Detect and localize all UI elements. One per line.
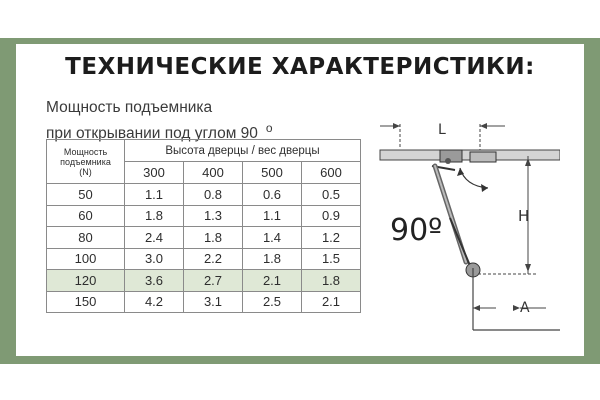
weight-cell: 0.6: [243, 184, 302, 206]
page-title: ТЕХНИЧЕСКИЕ ХАРАКТЕРИСТИКИ:: [65, 54, 535, 80]
power-cell: 100: [47, 248, 125, 270]
power-cell: 60: [47, 205, 125, 227]
pivot-point: [445, 158, 451, 164]
table-caption: [46, 98, 346, 144]
caption-line-1: Мощность подъемника: [46, 99, 213, 116]
table-row: [47, 291, 361, 313]
power-cell: 50: [47, 184, 125, 206]
weight-cell: 1.1: [125, 184, 184, 206]
weight-cell: 2.1: [302, 291, 361, 313]
lift-mechanism-diagram: [360, 108, 560, 338]
height-header: 300: [125, 162, 184, 184]
weight-cell: 1.8: [125, 205, 184, 227]
angle-label: 90º: [390, 213, 443, 248]
weight-cell: 0.9: [302, 205, 361, 227]
height-header: 500: [243, 162, 302, 184]
weight-cell: 3.0: [125, 248, 184, 270]
dimension-h-label: H: [518, 207, 530, 225]
weight-cell: 2.2: [184, 248, 243, 270]
table-row: [47, 227, 361, 249]
weight-cell: 1.1: [243, 205, 302, 227]
table-row: [47, 205, 361, 227]
door-height-weight-header: Высота дверцы / вес дверцы: [125, 140, 361, 162]
weight-cell: 2.7: [184, 270, 243, 292]
table-row: [47, 270, 361, 292]
hinge-bracket: [440, 150, 462, 162]
power-header: Мощность подъемника (N): [47, 140, 125, 184]
angle-arc: [460, 168, 488, 188]
weight-cell: 0.5: [302, 184, 361, 206]
height-header: 600: [302, 162, 361, 184]
weight-cell: 1.5: [302, 248, 361, 270]
weight-cell: 2.5: [243, 291, 302, 313]
dimension-a-label: A: [520, 300, 530, 316]
weight-cell: 1.8: [302, 270, 361, 292]
height-header: 400: [184, 162, 243, 184]
weight-cell: 1.3: [184, 205, 243, 227]
dimension-l-label: L: [438, 122, 446, 138]
mount-plate: [470, 152, 496, 162]
power-cell: 80: [47, 227, 125, 249]
weight-cell: 4.2: [125, 291, 184, 313]
weight-cell: 1.2: [302, 227, 361, 249]
power-cell: 120: [47, 270, 125, 292]
weight-cell: 2.4: [125, 227, 184, 249]
weight-cell: 1.8: [243, 248, 302, 270]
table-row: [47, 248, 361, 270]
weight-cell: 1.4: [243, 227, 302, 249]
weight-cell: 0.8: [184, 184, 243, 206]
table-body: [47, 184, 361, 313]
spec-table: [46, 139, 361, 313]
caption-line-2: при открывании под углом 90: [46, 125, 258, 142]
gas-spring-rod: [450, 218, 471, 268]
weight-cell: 2.1: [243, 270, 302, 292]
table-row: [47, 184, 361, 206]
caption-degree: o: [265, 121, 273, 135]
weight-cell: 3.1: [184, 291, 243, 313]
weight-cell: 1.8: [184, 227, 243, 249]
weight-cell: 3.6: [125, 270, 184, 292]
power-cell: 150: [47, 291, 125, 313]
